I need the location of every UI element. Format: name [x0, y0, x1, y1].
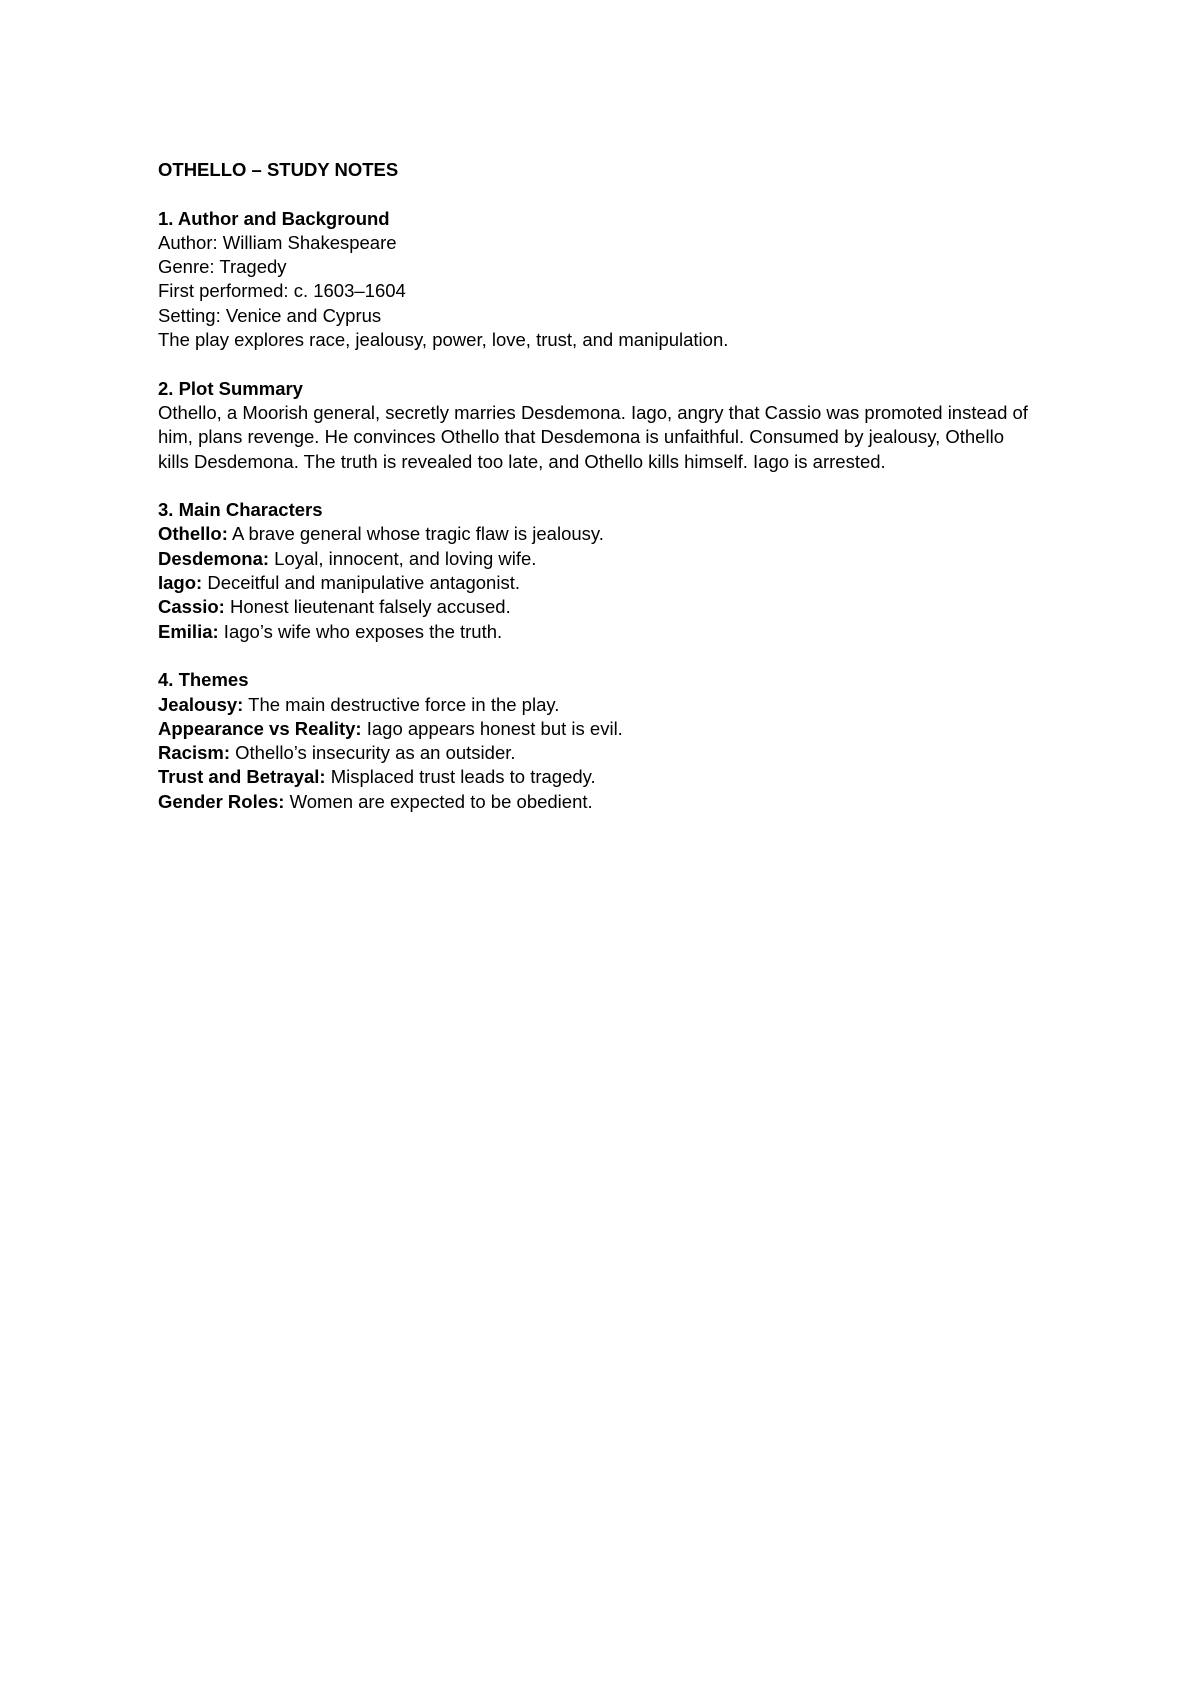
section-heading-themes: 4. Themes — [158, 669, 249, 691]
section-author-background — [158, 207, 1058, 353]
character-description: Honest lieutenant falsely accused. — [224, 596, 511, 618]
theme-description: Misplaced trust leads to tragedy. — [325, 766, 596, 788]
character-item — [158, 547, 1058, 571]
theme-name: Appearance vs Reality: — [158, 717, 362, 739]
section-heading-plot-summary: 2. Plot Summary — [158, 377, 303, 399]
theme-item — [158, 765, 1058, 789]
character-description: Loyal, innocent, and loving wife. — [269, 547, 537, 569]
theme-description: Women are expected to be obedient. — [284, 790, 593, 812]
character-name: Iago: — [158, 572, 203, 594]
character-name: Desdemona: — [158, 547, 270, 569]
character-item — [158, 620, 1058, 644]
character-description: Deceitful and manipulative antagonist. — [202, 572, 520, 594]
document-page — [158, 158, 1058, 814]
character-description: A brave general whose tragic flaw is jealousy. — [227, 523, 604, 545]
section-heading-author-background: 1. Author and Background — [158, 207, 390, 229]
theme-name: Jealousy: — [158, 693, 244, 715]
theme-name: Gender Roles: — [158, 790, 285, 812]
first-performed-line: First performed: c. 1603–1604 — [158, 280, 406, 302]
character-description: Iago’s wife who exposes the truth. — [218, 620, 503, 642]
theme-item — [158, 693, 1058, 717]
theme-description: Othello’s insecurity as an outsider. — [229, 742, 516, 764]
section-themes — [158, 668, 1058, 814]
document-title: OTHELLO – STUDY NOTES — [158, 159, 399, 180]
theme-item — [158, 790, 1058, 814]
character-item — [158, 595, 1058, 619]
plot-summary-text: Othello, a Moorish general, secretly marries Desdemona. Iago, angry that Cassio was promoted instead of him, plans revenge. He convinces Othello that Desdemona is unfaithful. Consumed by jealousy, Othello kills Desdemona. The truth is revealed too late, and Othello kills himself. Iago is arrested. — [158, 401, 1028, 472]
author-line: Author: William Shakespeare — [158, 231, 397, 253]
character-item — [158, 571, 1058, 595]
genre-line: Genre: Tragedy — [158, 256, 287, 278]
themes-overview-line: The play explores race, jealousy, power, love, trust, and manipulation. — [158, 329, 729, 351]
section-main-characters — [158, 498, 1058, 644]
character-name: Emilia: — [158, 620, 219, 642]
theme-description: The main destructive force in the play. — [243, 693, 560, 715]
section-heading-main-characters: 3. Main Characters — [158, 499, 323, 521]
character-item — [158, 522, 1058, 546]
theme-item — [158, 741, 1058, 765]
theme-item — [158, 717, 1058, 741]
theme-name: Racism: — [158, 742, 230, 764]
theme-description: Iago appears honest but is evil. — [361, 717, 623, 739]
theme-name: Trust and Betrayal: — [158, 766, 326, 788]
section-plot-summary — [158, 377, 1058, 474]
character-name: Cassio: — [158, 596, 225, 618]
character-name: Othello: — [158, 523, 228, 545]
setting-line: Setting: Venice and Cyprus — [158, 304, 382, 326]
